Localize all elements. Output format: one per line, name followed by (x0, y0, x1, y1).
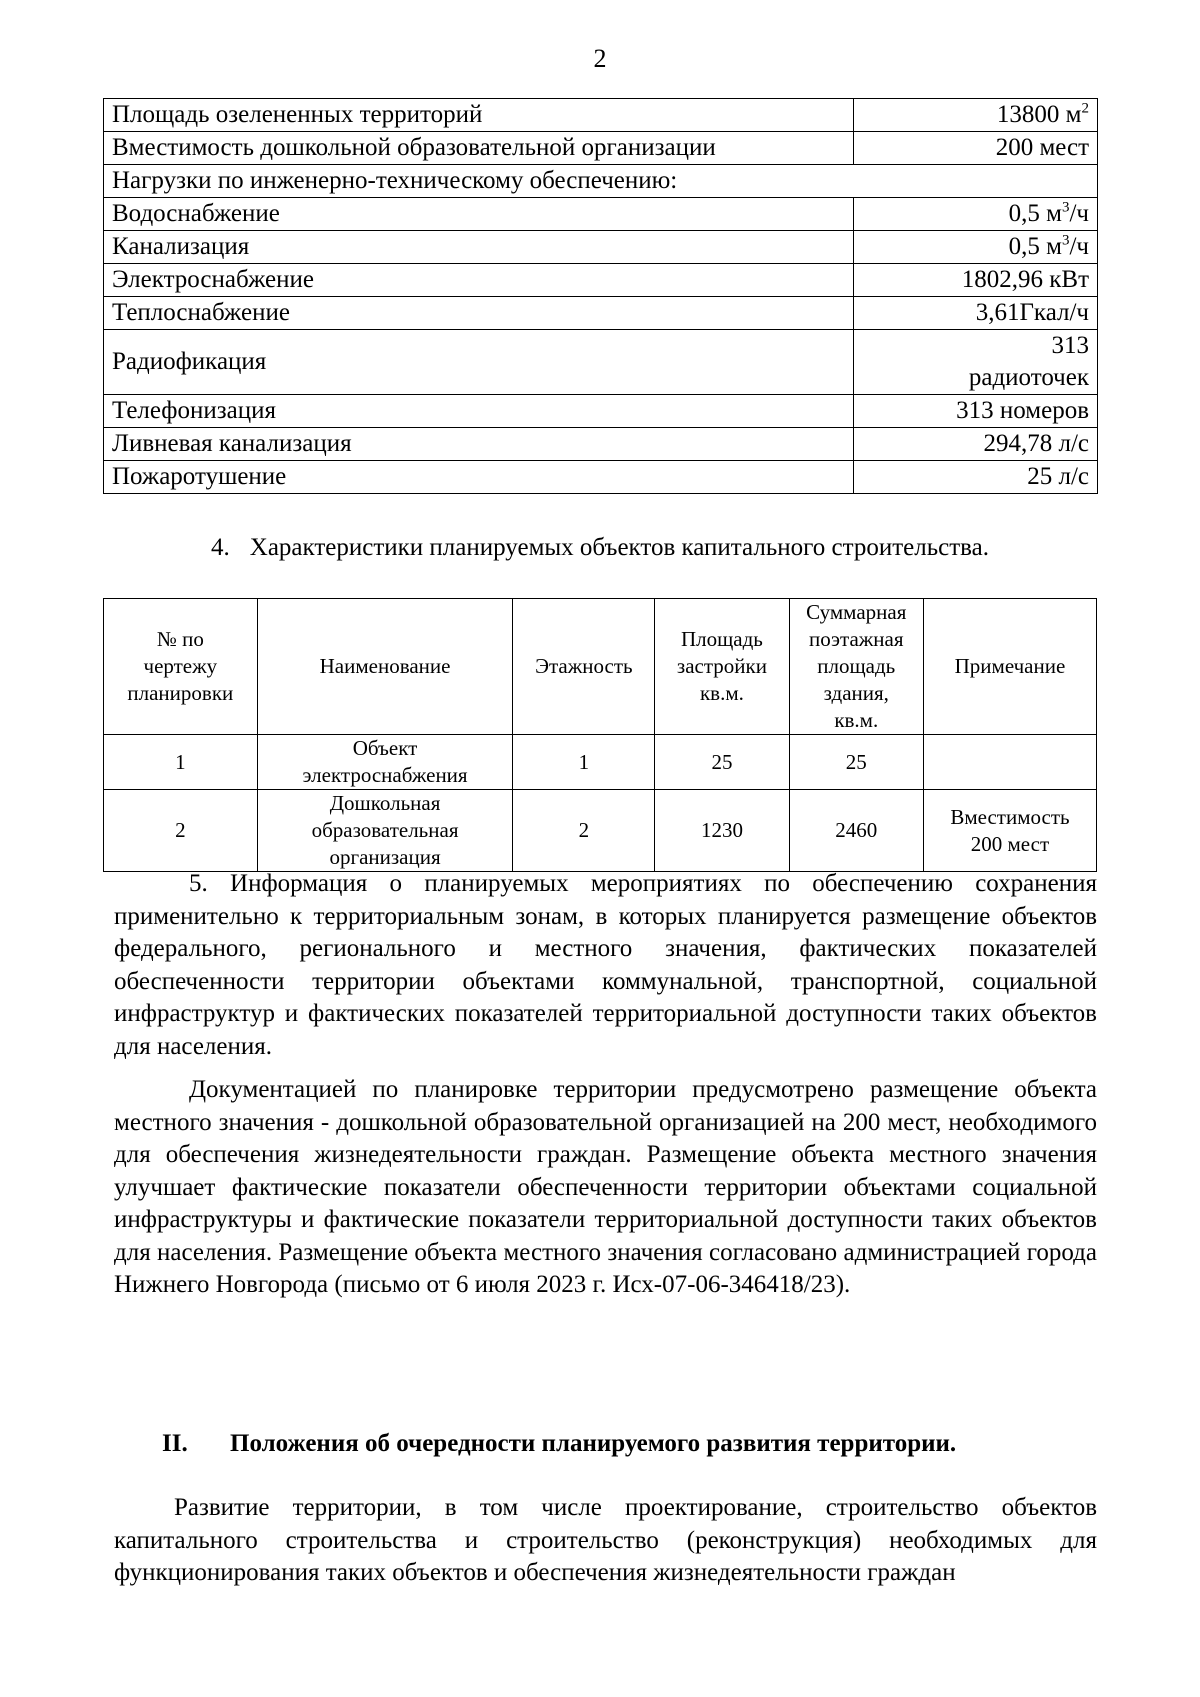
table1-value-tail: /ч (1069, 200, 1089, 227)
table1-label: Водоснабжение (104, 198, 854, 231)
object-name (257, 790, 513, 872)
table1-row (104, 198, 1098, 231)
page-number: 2 (593, 44, 607, 73)
table1-row (104, 297, 1098, 330)
planned-objects-table (103, 598, 1097, 872)
header-line: планировки (127, 681, 234, 705)
object-area: 25 (655, 735, 789, 790)
table1-row (104, 165, 1098, 198)
section-ii-title: Положения об очередности планируемого развития территории. (230, 1430, 957, 1457)
object-area: 1230 (655, 790, 789, 872)
table1-value (854, 297, 1098, 330)
section-ii-number: II. (162, 1430, 188, 1457)
header-line: Суммарная (806, 600, 907, 624)
load-parameters-table (103, 98, 1098, 494)
header-line: Примечание (954, 654, 1066, 678)
object-note (923, 790, 1096, 872)
table1-value-text: 294,78 л/с (983, 430, 1089, 457)
section-ii-heading (162, 1430, 956, 1458)
section-4-caption (0, 534, 1200, 562)
header-line: Этажность (535, 654, 633, 678)
header-line: Наименование (319, 654, 451, 678)
object-note-line: Вместимость (950, 804, 1070, 829)
object-name-line: организация (329, 845, 441, 869)
section-4-number: 4. (211, 534, 230, 561)
object-name (257, 735, 513, 790)
table2-header-cell (513, 599, 655, 735)
header-line: застройки (676, 654, 767, 678)
table1-value (854, 198, 1098, 231)
table1-value-text: 313 (1051, 332, 1089, 359)
table1-value-text: 3,61Гкал/ч (975, 299, 1089, 326)
table1-value (854, 132, 1098, 165)
table1-value-text: 0,5 м (1008, 233, 1062, 260)
object-name-line: образовательная (311, 818, 459, 842)
table1-label: Телефонизация (104, 395, 854, 428)
table2-row (104, 790, 1097, 872)
header-line: здания, (823, 681, 889, 705)
table1-value-text: 1802,96 кВт (961, 266, 1089, 293)
table1-value-text: 313 номеров (956, 397, 1089, 424)
unit-exponent: 3 (1061, 232, 1070, 249)
header-line: чертежу (143, 654, 218, 678)
object-number: 2 (104, 790, 258, 872)
table2-header-cell (923, 599, 1096, 735)
object-note-line: 200 мест (970, 831, 1050, 856)
table1-value-text: 25 л/с (1027, 463, 1089, 490)
table1-row (104, 99, 1098, 132)
table1-value-line2: радиоточек (968, 364, 1089, 391)
header-line: кв.м. (699, 681, 744, 705)
table1-row (104, 231, 1098, 264)
table1-value (854, 395, 1098, 428)
table1-label: Теплоснабжение (104, 297, 854, 330)
table1-value (854, 99, 1098, 132)
header-line: поэтажная (809, 627, 904, 651)
table1-row (104, 132, 1098, 165)
table2-header-cell (104, 599, 258, 735)
header-line: кв.м. (834, 708, 879, 732)
table1-value (854, 231, 1098, 264)
table1-value-text: 0,5 м (1008, 200, 1062, 227)
table2-row (104, 735, 1097, 790)
table1-row (104, 428, 1098, 461)
object-floors: 2 (513, 790, 655, 872)
table1-row (104, 461, 1098, 494)
table2-header-cell (789, 599, 923, 735)
table2-header-row (104, 599, 1097, 735)
table1-value (854, 461, 1098, 494)
table1-value-text: 200 мест (995, 134, 1089, 161)
object-total-area: 2460 (789, 790, 923, 872)
header-line: № по (156, 627, 204, 651)
table1-value (854, 330, 1098, 395)
table1-label: Площадь озелененных территорий (104, 99, 854, 132)
table1-label: Радиофикация (104, 330, 854, 395)
paragraph-documentation: Документацией по планировке территории предусмотрено размещение объекта местного значения - дошкольной образовательной организацией на 200 мест, необходимого для обеспечения жизнедеятельности граждан. Размещение объекта местного значения улучшает фактические показатели обеспеченности территории объектами социальной инфраструктуры и фактические показатели территориальной доступности таких объектов для населения. Размещение объекта местного значения согласовано администрацией города Нижнего Новгорода (письмо от 6 июля 2023 г. Исх-07-06-346418/23). (114, 1076, 1097, 1298)
table1-label: Вместимость дошкольной образовательной организации (104, 132, 854, 165)
object-note (923, 735, 1096, 790)
object-name-line: Объект (352, 736, 418, 760)
table1-value-text: 13800 м (996, 101, 1082, 128)
table1-label: Канализация (104, 231, 854, 264)
table1-value-tail: /ч (1069, 233, 1089, 260)
paragraph-development: Развитие территории, в том числе проектирование, строительство объектов капитального строительства и строительство (реконструкция) необходимых для функционирования таких объектов и обеспечения жизнедеятельности граждан (114, 1494, 1097, 1586)
table1-label: Ливневая канализация (104, 428, 854, 461)
table2-header-cell (655, 599, 789, 735)
table1-label: Пожаротушение (104, 461, 854, 494)
header-line: Площадь (680, 627, 763, 651)
table1-row (104, 264, 1098, 297)
section-4-title: Характеристики планируемых объектов капитального строительства. (249, 534, 989, 561)
object-floors: 1 (513, 735, 655, 790)
object-name-line: электроснабжения (302, 763, 468, 787)
table2-header-cell (257, 599, 513, 735)
table1-label: Электроснабжение (104, 264, 854, 297)
table1-value (854, 264, 1098, 297)
header-line: площадь (817, 654, 896, 678)
table1-row (104, 395, 1098, 428)
object-number: 1 (104, 735, 258, 790)
table1-label: Нагрузки по инженерно-техническому обеспечению: (104, 165, 1098, 198)
paragraph-5: 5. Информация о планируемых мероприятиях по обеспечению сохранения применительно к территориальным зонам, в которых планируется размещение объектов федерального, регионального и местного значения, фактических показателей обеспеченности территории объектами коммунальной, транспортной, социальной инфраструктур и фактических показателей территориальной доступности таких объектов для населения. (114, 870, 1097, 1060)
table1-row (104, 330, 1098, 395)
object-name-line: Дошкольная (329, 791, 441, 815)
unit-exponent: 2 (1081, 100, 1089, 117)
table1-value (854, 428, 1098, 461)
unit-exponent: 3 (1061, 199, 1070, 216)
object-total-area: 25 (789, 735, 923, 790)
